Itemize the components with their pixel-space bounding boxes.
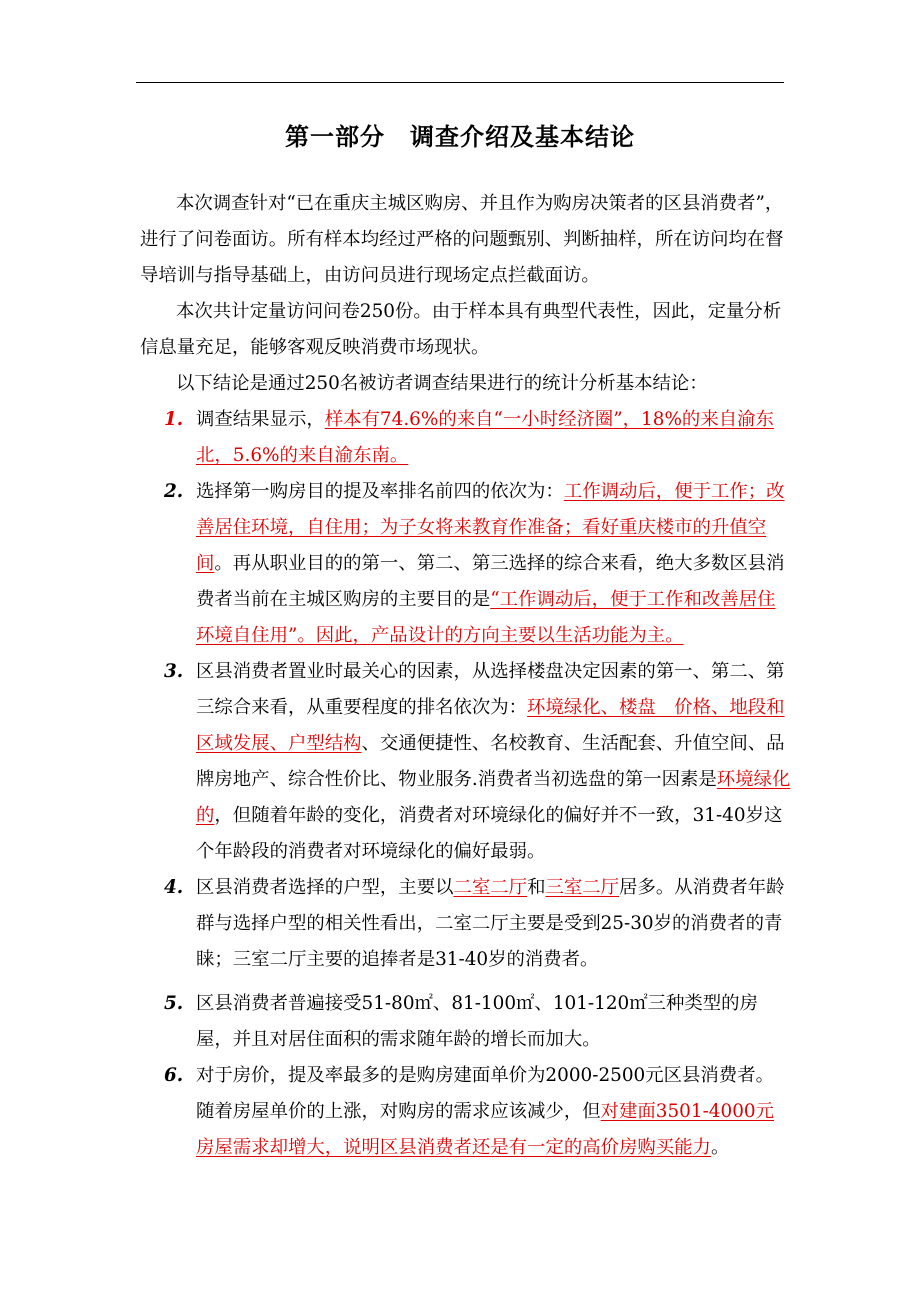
item-body [196, 986, 792, 1058]
intro-paragraph-2 [140, 294, 792, 366]
item-number: 5. [164, 993, 184, 1014]
item-text: 。再从职业目的的第一、第二、第三选择的综合来看，绝大多数区县消费者当前在主城区购房的主要目的是 [196, 553, 785, 610]
highlight-text: 环境绿化、楼盘 价格、地段和区域发展、户型结构 [196, 697, 785, 754]
intro-text-2: 本次共计定量访问问卷250份。由于样本具有典型代表性，因此，定量分析信息量充足，能够客观反映消费市场现状。 [140, 301, 782, 358]
item-number: 6. [164, 1065, 184, 1086]
item-number: 3. [164, 661, 184, 682]
item-text: 。 [710, 1137, 730, 1158]
item-text: 居多。从消费者年龄群与选择户型的相关性看出，二室二厅主要是受到25-30岁的消费者的青睐；三室二厅主要的追捧者是31-40岁的消费者。 [196, 877, 785, 970]
conclusion-item-1 [140, 402, 792, 474]
intro-paragraph-3 [140, 366, 792, 402]
highlight-text: 三室二厅 [545, 877, 620, 898]
highlight-text: “工作调动后，便于工作和改善居住环境自住用”。因此，产品设计的方向主要以生活功能为主。 [196, 589, 776, 646]
highlight-text: 样本有74.6%的来自“一小时经济圈”，18%的来自渝东北，5.6%的来自渝东南。 [196, 409, 774, 466]
item-text: 选择第一购房目的提及率排名前四的依次为： [196, 481, 564, 502]
intro-paragraph-1 [140, 186, 792, 294]
item-number: 4. [164, 877, 184, 898]
item-number: 1. [164, 409, 184, 430]
item-number: 2. [164, 481, 184, 502]
item-body [196, 402, 792, 474]
item-body [196, 1058, 792, 1166]
item-text: 区县消费者置业时最关心的因素，从选择楼盘决定因素的第一、第二、第三综合来看，从重要程度的排名依次为： [196, 661, 785, 718]
item-text: 区县消费者选择的户型，主要以 [196, 877, 454, 898]
highlight-text: 环境绿化的 [196, 769, 791, 826]
highlight-text: 对建面3501-4000元房屋需求却增大，说明区县消费者还是有一定的高价房购买能力 [196, 1101, 774, 1158]
item-text: 对于房价，提及率最多的是购房建面单价为2000-2500元区县消费者。随着房屋单价的上涨，对购房的需求应该减少，但 [196, 1065, 774, 1122]
highlight-text: 工作调动后，便于工作；改善居住环境，自住用；为子女将来教育作准备；看好重庆楼市的升值空间 [196, 481, 785, 574]
conclusion-item-4 [140, 870, 792, 978]
intro-text-3: 以下结论是通过250名被访者调查结果进行的统计分析基本结论： [176, 373, 708, 394]
conclusion-item-3 [140, 654, 792, 870]
page-title: 第一部分 调查介绍及基本结论 [285, 122, 635, 151]
conclusion-item-6 [140, 1058, 792, 1166]
header-rule [136, 82, 784, 83]
highlight-text: 二室二厅 [453, 877, 528, 898]
item-text: ，但随着年龄的变化，消费者对环境绿化的偏好并不一致，31-40岁这个年龄段的消费者对环境绿化的偏好最弱。 [196, 805, 783, 862]
conclusion-item-5 [140, 986, 792, 1058]
item-text: 区县消费者普遍接受51-80㎡、81-100㎡、101-120㎡三种类型的房屋，并且对居住面积的需求随年龄的增长而加大。 [196, 993, 758, 1050]
intro-text-1: 本次调查针对“已在重庆主城区购房、并且作为购房决策者的区县消费者”，进行了问卷面访。所有样本均经过严格的问题甄别、判断抽样，所在访问均在督导培训与指导基础上，由访问员进行现场定点拦截面访。 [140, 193, 784, 286]
item-text: 调查结果显示， [196, 409, 325, 430]
item-text: 、交通便捷性、名校教育、生活配套、升值空间、品牌房地产、综合性价比、物业服务.消费者当初选盘的第一因素是 [196, 733, 785, 790]
conclusion-item-2 [140, 474, 792, 654]
item-text: 和 [527, 877, 546, 898]
item-body [196, 870, 792, 978]
item-body [196, 474, 792, 654]
item-body [196, 654, 792, 870]
